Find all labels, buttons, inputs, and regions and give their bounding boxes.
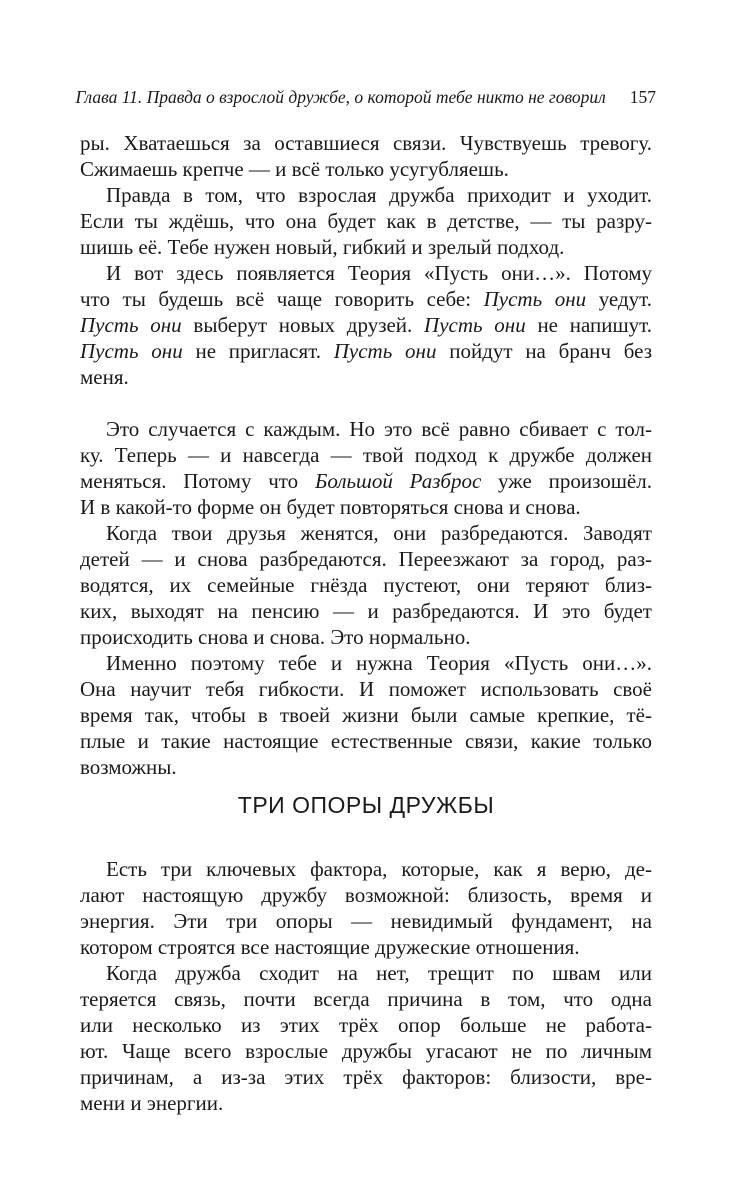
text-run: меняться. Потому что — [80, 469, 315, 493]
text-line: теряется связь, почти всегда причина в том, что одна — [80, 987, 652, 1011]
text-line: плые и такие настоящие естественные связи, какие только — [80, 729, 652, 753]
text-line: ку. Теперь — и навсегда — твой подход к дружбе должен — [80, 443, 652, 467]
text-run: уедут. — [586, 287, 653, 311]
text-line: Сжимаешь крепче — и всё только усугубляешь. — [80, 157, 509, 181]
text-line: Правда в том, что взрослая дружба приходит и уходит. — [106, 183, 652, 207]
text-line: энергия. Эти три опоры — невидимый фундамент, на — [80, 909, 652, 933]
text-line: или несколько из этих трёх опор больше не работа- — [80, 1013, 652, 1037]
text-line: И вот здесь появляется Теория «Пусть они…». Потому — [106, 261, 652, 285]
chapter-title: Глава 11. Правда о взрослой дружбе, о которой тебе никто не говорил — [75, 87, 606, 107]
text-run: уже произошёл. — [481, 469, 652, 493]
emphasis-text: Пусть они — [80, 313, 182, 337]
text-line — [80, 312, 652, 338]
emphasis-text: Пусть они — [333, 339, 437, 363]
text-run: не напишут. — [525, 313, 653, 337]
page-number: 157 — [629, 87, 656, 107]
text-line: происходить снова и снова. Это нормально. — [80, 625, 471, 649]
text-run: не пригласят. — [182, 339, 334, 363]
text-run: что ты будешь всё чаще говорить себе: — [80, 287, 484, 311]
text-line: ких, выходят на пенсию — и разбредаются. И это будет — [80, 599, 652, 623]
text-line: Это случается с каждым. Но это всё равно сбивает с тол- — [106, 417, 652, 441]
emphasis-text: Пусть они — [424, 313, 526, 337]
running-head — [75, 86, 656, 108]
text-line: меня. — [80, 365, 129, 389]
text-line — [80, 338, 652, 364]
emphasis-text: Пусть они — [80, 339, 183, 363]
text-line: мени и энергии. — [80, 1091, 224, 1115]
text-line: ют. Чаще всего взрослые дружбы угасают не по личным — [80, 1039, 652, 1063]
text-line: Есть три ключевых фактора, которые, как я верю, де- — [106, 857, 652, 881]
text-line: детей — и снова разбредаются. Переезжают за город, раз- — [80, 547, 652, 571]
emphasis-text: Пусть они — [483, 287, 587, 311]
text-line — [80, 468, 652, 494]
text-line: возможны. — [80, 755, 177, 779]
text-line: Она научит тебя гибкости. И поможет использовать своё — [80, 677, 652, 701]
text-line: Именно поэтому тебе и нужна Теория «Пусть они…». — [106, 651, 652, 675]
text-run: выберут новых друзей. — [181, 313, 425, 337]
text-line: Когда дружба сходит на нет, трещит по швам или — [106, 961, 652, 985]
text-line: И в какой-то форме он будет повторяться снова и снова. — [80, 495, 581, 519]
text-line: время так, чтобы в твоей жизни были самые крепкие, тё- — [80, 703, 652, 727]
text-line — [80, 286, 652, 312]
text-line: лают настоящую дружбу возможной: близость, время и — [80, 883, 652, 907]
text-line: котором строятся все настоящие дружеские отношения. — [80, 935, 580, 959]
text-line: ры. Хватаешься за оставшиеся связи. Чувствуешь тревогу. — [80, 131, 652, 155]
text-run: пойдут на бранч без — [436, 339, 652, 363]
text-line: водятся, их семейные гнёзда пустеют, они теряют близ- — [80, 573, 652, 597]
text-line: Если ты ждёшь, что она будет как в детстве, — ты разру- — [80, 209, 652, 233]
section-heading: ТРИ ОПОРЫ ДРУЖБЫ — [237, 792, 495, 818]
text-line: причинам, а из-за этих трёх факторов: близости, вре- — [80, 1065, 652, 1089]
text-line: шишь её. Тебе нужен новый, гибкий и зрелый подход. — [80, 235, 565, 259]
emphasis-text: Большой Разброс — [314, 469, 482, 493]
text-line: Когда твои друзья женятся, они разбредаются. Заводят — [106, 521, 652, 545]
